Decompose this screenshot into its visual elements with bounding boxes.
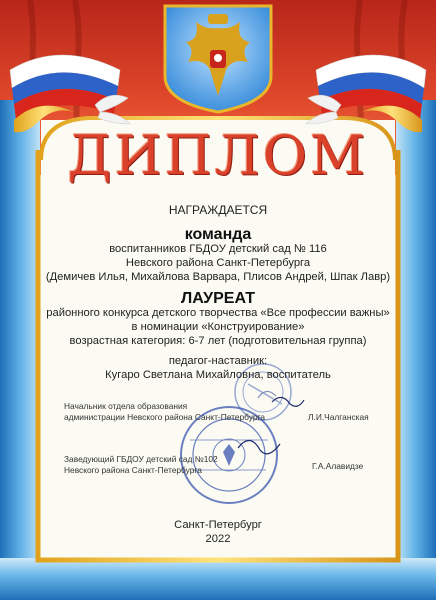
- recipient-heading: команда: [184, 226, 252, 243]
- first-signatory-title-line-1: Начальник отдела образования: [64, 401, 188, 411]
- second-signatory-title-line-1: Заведующий ГБДОУ детский сад №102: [64, 454, 218, 464]
- recipient-line-3: (Демичев Илья, Михайлова Варвара, Плисов Андрей, Шпак Лавр): [45, 271, 391, 283]
- second-signatory-title: [64, 454, 218, 476]
- recipient-line-2: Невского района Санкт-Петербурга: [125, 257, 311, 269]
- first-signatory-name: Л.И.Чалганская: [308, 412, 369, 422]
- first-signatory-title: [64, 401, 265, 423]
- contest-line-3: возрастная категория: 6-7 лет (подготовительная группа): [69, 335, 367, 347]
- contest-line-2: в номинации «Конструирование»: [131, 321, 305, 333]
- status-heading: ЛАУРЕАТ: [181, 290, 255, 307]
- footer-year: 2022: [205, 533, 231, 545]
- teacher-label: педагог-наставник:: [168, 355, 268, 367]
- diploma-title: ДИПЛОМ: [67, 124, 369, 187]
- teacher-name: Кугаро Светлана Михайловна, воспитатель: [105, 369, 331, 381]
- second-signatory-title-line-2: Невского района Санкт-Петербурга: [64, 465, 202, 475]
- first-signatory-title-line-2: администрации Невского района Санкт-Петербурга: [64, 412, 266, 422]
- awarded-label: НАГРАЖДАЕТСЯ: [168, 203, 268, 217]
- contest-line-1: районного конкурса детского творчества «Все профессии важны»: [46, 307, 390, 319]
- second-signatory-name: Г.А.Алавидзе: [312, 461, 364, 471]
- footer-city: Санкт-Петербург: [174, 519, 262, 531]
- recipient-line-1: воспитанников ГБДОУ детский сад № 116: [109, 243, 327, 255]
